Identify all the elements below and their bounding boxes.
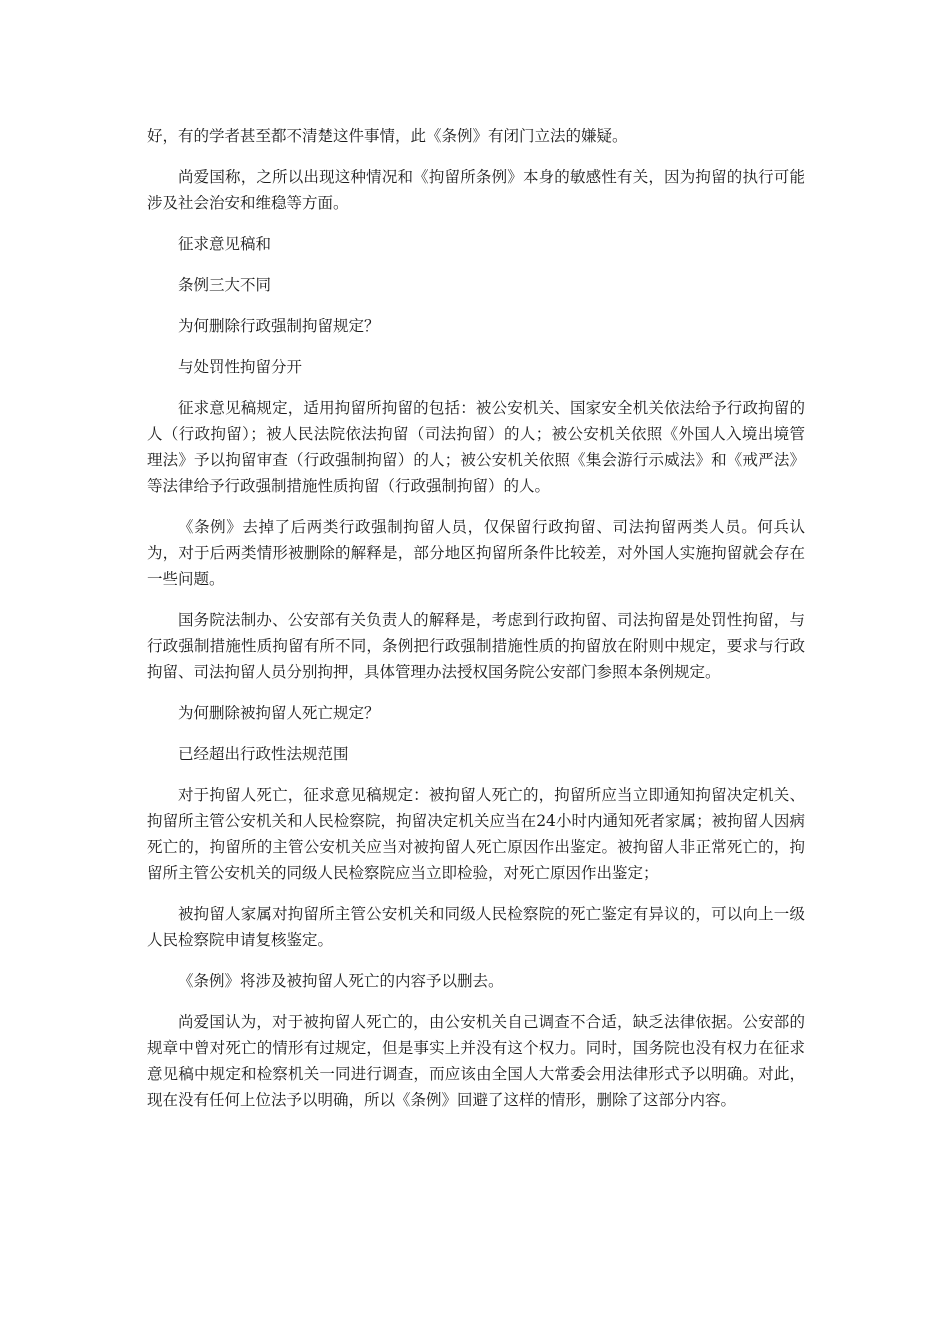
- paragraph-8: 《条例》去掉了后两类行政强制拘留人员，仅保留行政拘留、司法拘留两类人员。何兵认为，对于后两类情形被删除的解释是，部分地区拘留所条件比较差，对外国人实施拘留就会存在一些问题。: [147, 518, 805, 588]
- subsection-answer-1: 与处罚性拘留分开: [178, 358, 303, 376]
- subsection-answer-2: 已经超出行政性法规范围: [178, 745, 349, 763]
- paragraph-2: 尚爱国称，之所以出现这种情况和《拘留所条例》本身的敏感性有关，因为拘留的执行可能涉及社会治安和维稳等方面。: [147, 168, 805, 212]
- subsection-question-2: 为何删除被拘留人死亡规定？: [178, 704, 380, 722]
- section-heading-line-1: 征求意见稿和: [178, 235, 272, 253]
- paragraph-7: 征求意见稿规定，适用拘留所拘留的包括：被公安机关、国家安全机关依法给予行政拘留的人（行政拘留）；被人民法院依法拘留（司法拘留）的人；被公安机关依照《外国人入境出境管理法》予以拘留审查（行政强制拘留）的人；被公安机关依照《集会游行示威法》和《戒严法》等法律给予行政强制措施性质拘留（行政强制拘留）的人。: [147, 399, 805, 495]
- paragraph-15: 尚爱国认为，对于被拘留人死亡的，由公安机关自己调查不合适，缺乏法律依据。公安部的规章中曾对死亡的情形有过规定，但是事实上并没有这个权力。同时，国务院也没有权力在征求意见稿中规定和检察机关一同进行调查，而应该由全国人大常委会用法律形式予以明确。对此，现在没有任何上位法予以明确，所以《条例》回避了这样的情形，删除了这部分内容。: [147, 1013, 805, 1109]
- paragraph-1: 好，有的学者甚至都不清楚这件事情，此《条例》有闭门立法的嫌疑。: [147, 127, 628, 145]
- paragraph-12: 对于拘留人死亡，征求意见稿规定：被拘留人死亡的，拘留所应当立即通知拘留决定机关、拘留所主管公安机关和人民检察院，拘留决定机关应当在24小时内通知死者家属；被拘留人因病死亡的，拘留所的主管公安机关应当对被拘留人死亡原因作出鉴定。被拘留人非正常死亡的，拘留所主管公安机关的同级人民检察院应当立即检验，对死亡原因作出鉴定；: [147, 786, 805, 882]
- document-page: [147, 123, 805, 1128]
- paragraph-13: 被拘留人家属对拘留所主管公安机关和同级人民检察院的死亡鉴定有异议的，可以向上一级人民检察院申请复核鉴定。: [147, 905, 805, 949]
- section-heading-line-2: 条例三大不同: [178, 276, 272, 294]
- paragraph-9: 国务院法制办、公安部有关负责人的解释是，考虑到行政拘留、司法拘留是处罚性拘留，与行政强制措施性质拘留有所不同，条例把行政强制措施性质的拘留放在附则中规定，要求与行政拘留、司法拘留人员分别拘押，具体管理办法授权国务院公安部门参照本条例规定。: [147, 611, 805, 681]
- subsection-question-1: 为何删除行政强制拘留规定？: [178, 317, 380, 335]
- paragraph-14: 《条例》将涉及被拘留人死亡的内容予以删去。: [178, 972, 504, 990]
